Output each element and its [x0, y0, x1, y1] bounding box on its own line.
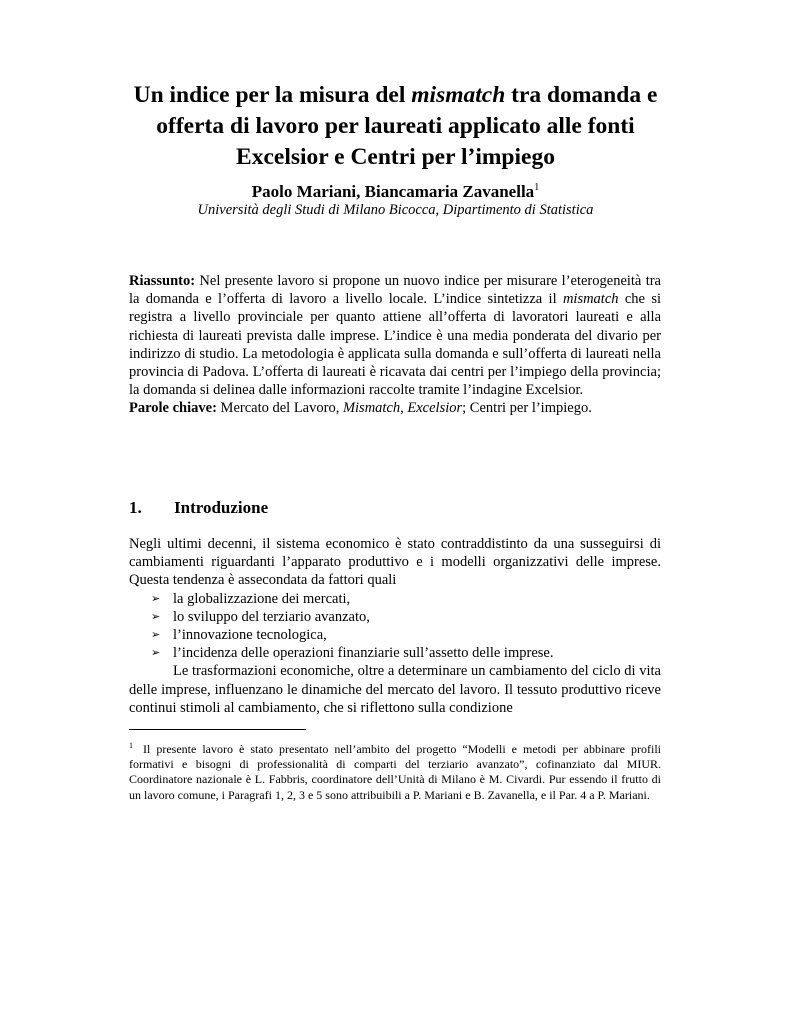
- keywords: Parole chiave: Mercato del Lavoro, Mismatch, Excelsior; Centri per l’impiego.: [129, 400, 592, 417]
- footnote-text: Il presente lavoro è stato presentato nell’ambito del progetto “Modelli e metodi per abbinare profili formativi e bisogni di professionalità di comparti del terziario avanzato”, cofinanziato dal MIUR. Coordinatore nazionale è L. Fabbris, coordinatore dell’Unità di Milano è M. Civardi. Pur essendo il frutto di un lavoro comune, i Paragrafi 1, 2, 3 e 5 sono attribuibili a P. Mariani e B. Zavanella, e il Par. 4 a P. Mariani.: [129, 742, 661, 802]
- arrow-bullet-icon: ➢: [151, 591, 161, 605]
- abstract-paragraph: Riassunto: Nel presente lavoro si propone un nuovo indice per misurare l’eterogeneità tra la domanda e l’offerta di lavoro a livello locale. L’indice sintetizza il mismatch che si registra a livello provinciale per quanto attiene all’offerta di lavoratori laureati e alla richiesta di laureati prevista dalle imprese. L’indice è una media ponderata del divario per indirizzo di studio. La metodologia è applicata sulla domanda e sull’offerta di laureati nella provincia di Padova. L’offerta di laureati è ricavata dai centri per l’impiego della provincia; la domanda si delinea dalle informazioni raccolte tramite l’indagine Excelsior.: [129, 273, 661, 399]
- body-paragraph-2: Le trasformazioni economiche, oltre a determinare un cambiamento del ciclo di vita delle imprese, influenzano le dinamiche del mercato del lavoro. Il tessuto produttivo riceve continui stimoli al cambiamento, che si riflettono sulla condizione: [129, 663, 661, 716]
- list-item: ➢ la globalizzazione dei mercati,: [151, 590, 351, 607]
- author-affiliation: Università degli Studi di Milano Bicocca, Dipartimento di Statistica: [197, 202, 594, 218]
- author-names: Paolo Mariani, Biancamaria Zavanella$^1$: [251, 182, 540, 201]
- title-line-2: offerta di lavoro per laureati applicato alle fonti: [156, 113, 635, 139]
- footnote: [129, 738, 661, 803]
- paper-title: [100, 80, 691, 173]
- footnote-mark: 1: [129, 741, 133, 750]
- section-title: Introduzione: [174, 498, 269, 517]
- abstract-label: Riassunto:: [129, 273, 196, 289]
- bullet-list: [129, 590, 661, 663]
- arrow-bullet-icon: ➢: [151, 646, 161, 660]
- list-item: ➢ lo sviluppo del terziario avanzato,: [151, 608, 370, 625]
- title-italic-term: mismatch: [411, 82, 506, 108]
- body-paragraph-1: Negli ultimi decenni, il sistema economico è stato contraddistinto da una susseguirsi di cambiamenti riguardanti l’apparato produttivo e i modelli organizzativi delle imprese. Questa tendenza è assecondata da fattori quali: [129, 536, 661, 589]
- section-body: [129, 535, 661, 717]
- section-number: 1.: [129, 498, 142, 517]
- list-item: ➢ l’incidenza delle operazioni finanziarie sull’assetto delle imprese.: [151, 645, 554, 662]
- list-item: ➢ l’innovazione tecnologica,: [151, 627, 327, 644]
- footnote-separator: [129, 729, 306, 730]
- abstract: [129, 272, 661, 418]
- author-footnote-mark: 1: [534, 182, 540, 193]
- arrow-bullet-icon: ➢: [151, 609, 161, 623]
- section-heading: [129, 497, 661, 519]
- arrow-bullet-icon: ➢: [151, 628, 161, 642]
- keywords-label: Parole chiave:: [129, 400, 217, 417]
- title-line-3: Excelsior e Centri per l’impiego: [236, 144, 555, 170]
- title-line-1: Un indice per la misura del mismatch tra domanda e: [133, 82, 658, 108]
